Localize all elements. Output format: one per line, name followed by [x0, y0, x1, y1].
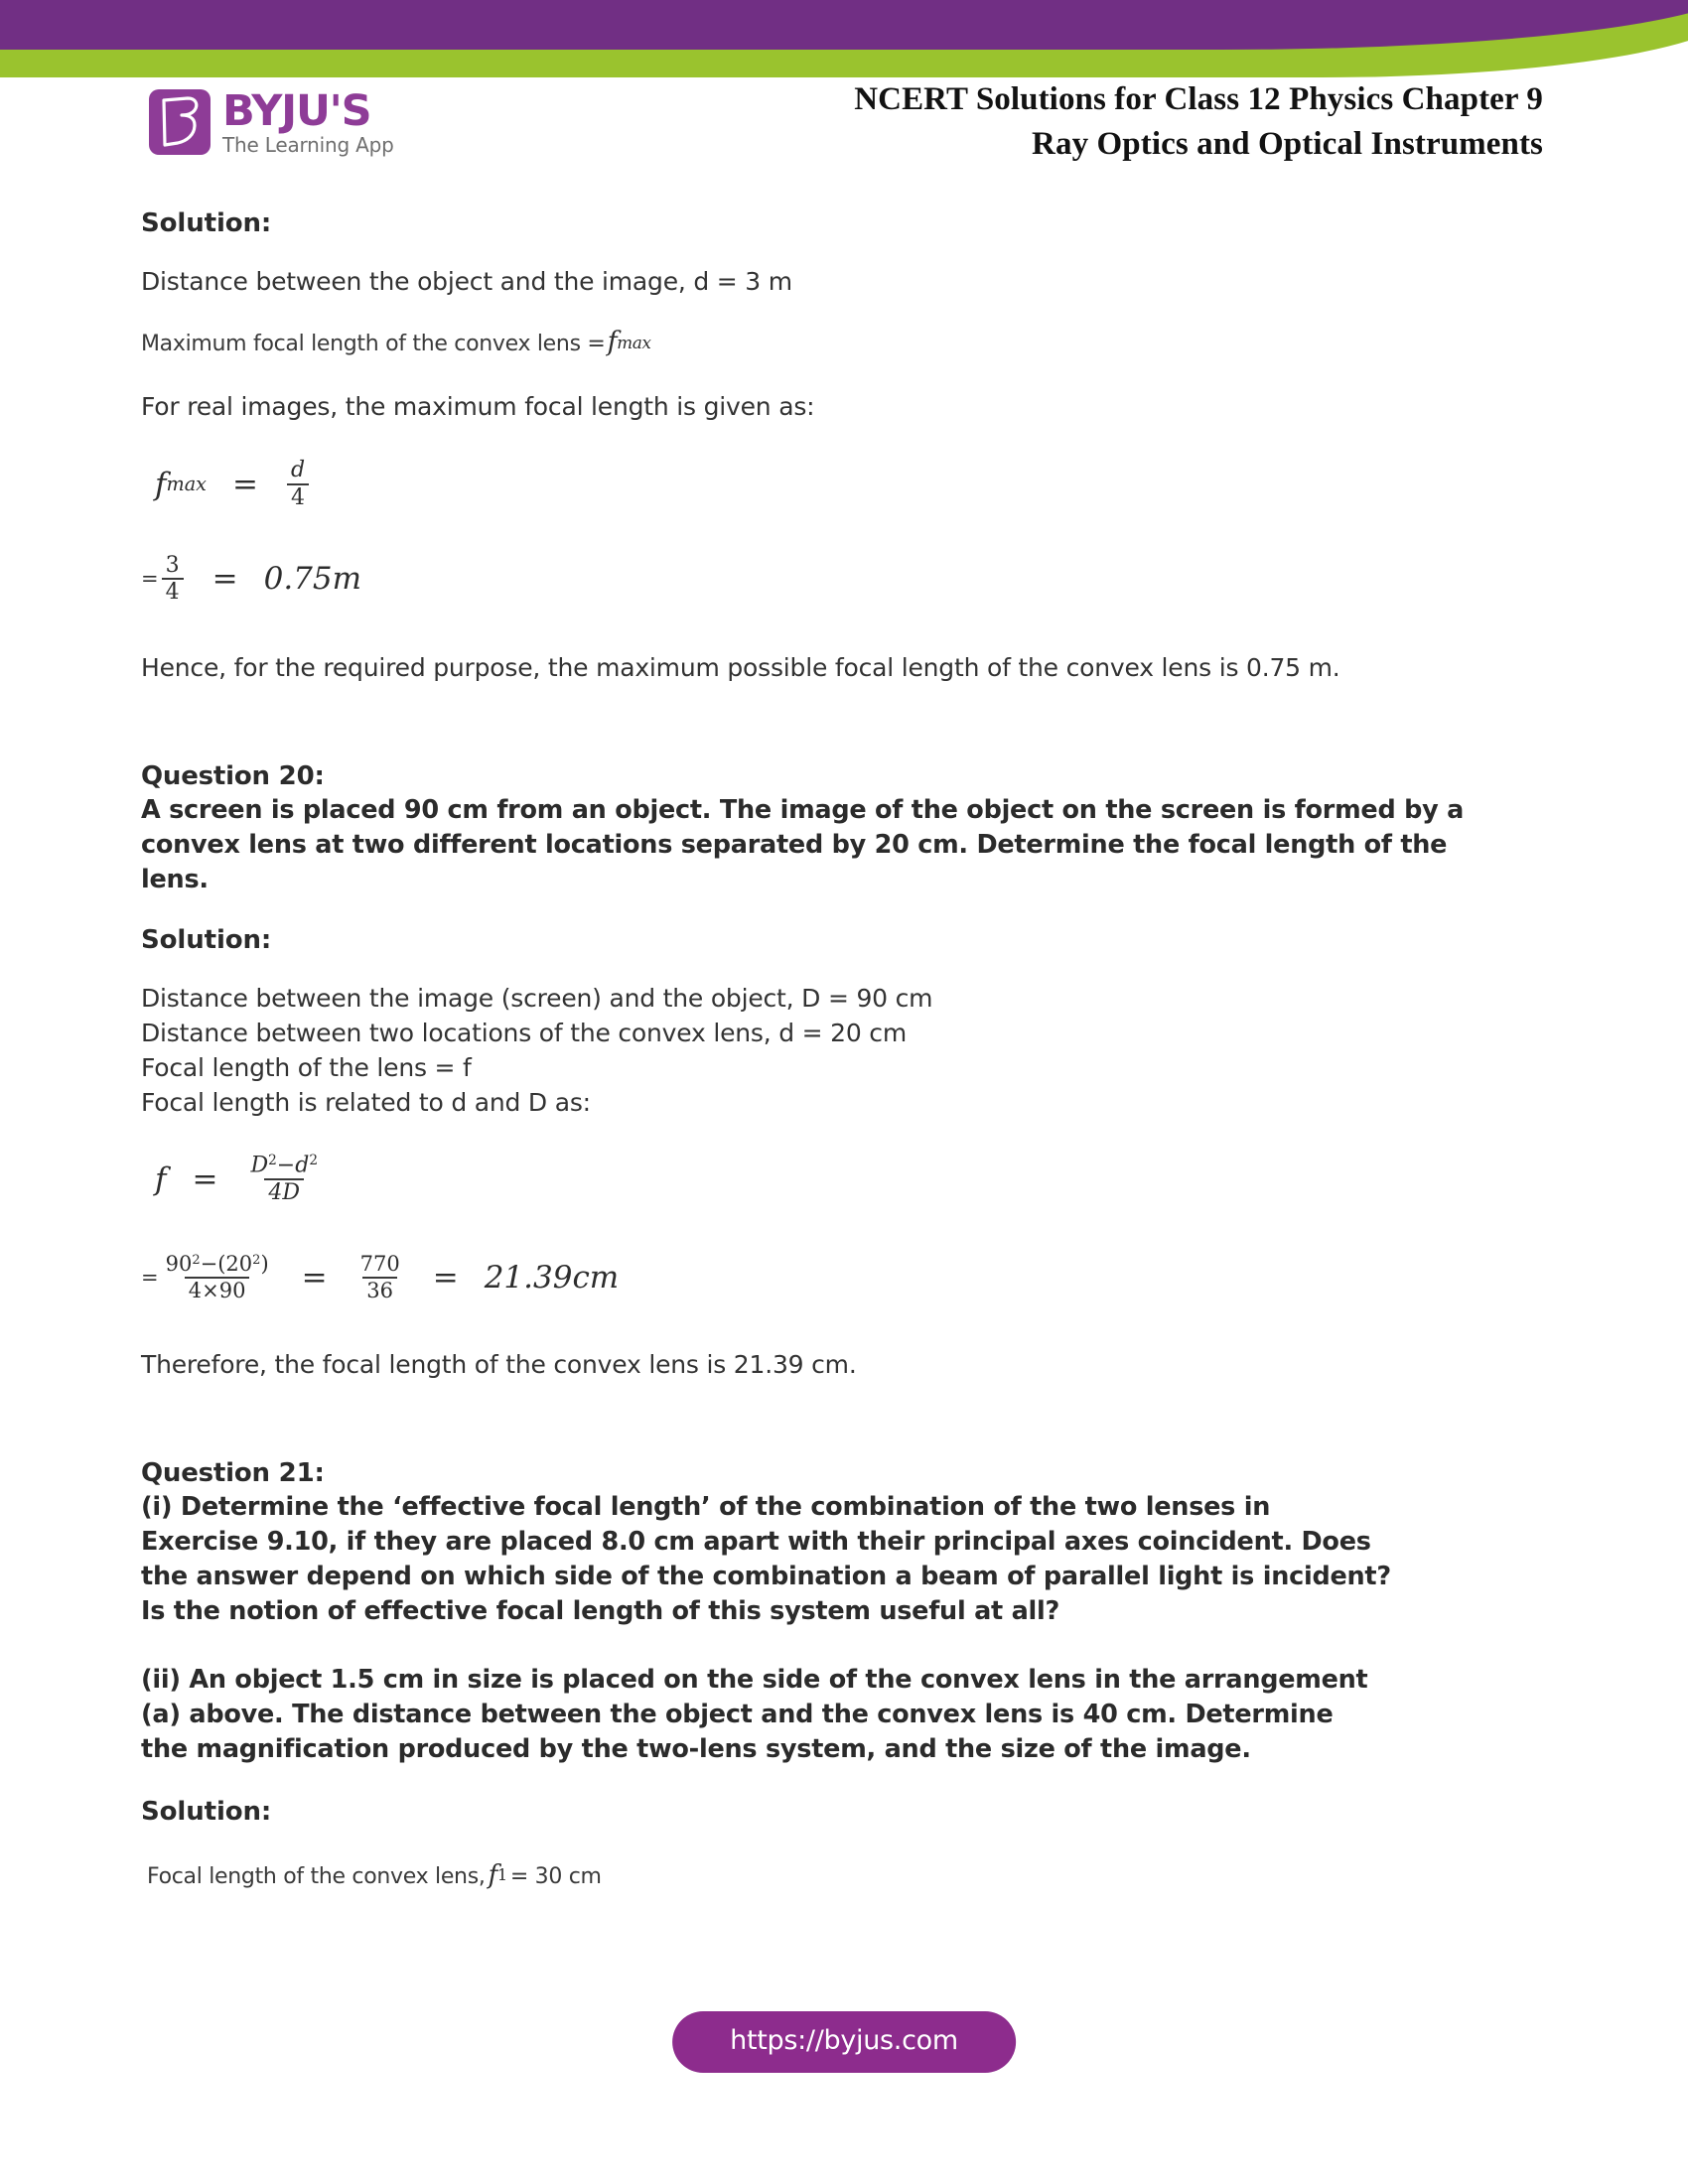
document-title-line-2: Ray Optics and Optical Instruments: [1032, 126, 1543, 162]
byjus-logo: [149, 87, 394, 156]
byjus-url-label: https://byjus.com: [730, 2025, 958, 2056]
question-20-heading: Question 20:: [141, 761, 325, 791]
q20-eq2-num-sup: 2: [192, 1252, 201, 1268]
q20-eq1-num-minus: −: [276, 1153, 296, 1178]
question-20-given-line-3: Focal length of the lens = f: [141, 1053, 472, 1082]
math-f1-sub: 1: [496, 1865, 507, 1885]
q20-eq1-num-D-sup: 2: [268, 1153, 277, 1168]
question-21-part-ii-line-3: the magnification produced by the two-lens system, and the size of the image.: [141, 1734, 1251, 1765]
q20-eq2-num-minus: −: [200, 1252, 218, 1276]
solution-1-line-2: [141, 328, 1551, 359]
solution-1-line-1: Distance between the object and the image, d = 3 m: [141, 267, 792, 296]
document-title: [854, 77, 1543, 167]
q20-eq2-frac2-numerator: 770: [359, 1252, 400, 1276]
q20-eq2-paren-open: (20: [217, 1252, 253, 1276]
solution-1-line-2-text: Maximum focal length of the convex lens =: [141, 332, 606, 356]
q20-eq1-equals: =: [192, 1161, 218, 1197]
equation-fmax-d-over-4: [155, 459, 1551, 510]
q20-eq1-lhs: f: [155, 1161, 167, 1197]
byjus-wordmark: BYJU'S: [222, 86, 371, 136]
eq2-result: 0.75m: [263, 561, 362, 598]
q20-eq1-denominator: 4D: [264, 1178, 304, 1205]
equation-three-fourths-result: [141, 554, 1551, 606]
q20-eq1-num-d-sup: 2: [309, 1153, 318, 1168]
solution-1-fmax-symbol: [608, 328, 651, 357]
eq1-lhs-f: f: [155, 466, 167, 502]
document-title-line-1: NCERT Solutions for Class 12 Physics Chapter 9: [854, 81, 1543, 117]
question-21-given-prefix: Focal length of the convex lens,: [147, 1864, 486, 1890]
byjus-logo-mark-icon: [149, 89, 211, 155]
q20-eq2-paren-close: ): [260, 1252, 269, 1276]
question-21-part-i-line-1: (i) Determine the ‘effective focal length’ of the combination of the two lenses in: [141, 1492, 1271, 1523]
question-21-part-i-line-4: Is the notion of effective focal length of this system useful at all?: [141, 1596, 1060, 1627]
q20-eq2-fraction-2: [356, 1253, 404, 1301]
solution-1-line-3: For real images, the maximum focal length is given as:: [141, 392, 815, 421]
q20-eq2-paren-sup: 2: [252, 1252, 261, 1268]
question-20-conclusion: Therefore, the focal length of the convex lens is 21.39 cm.: [141, 1350, 857, 1380]
byjus-tagline: The Learning App: [222, 133, 394, 157]
question-20-given-line-1: Distance between the image (screen) and the object, D = 90 cm: [141, 984, 933, 1013]
solution-heading-1: Solution:: [141, 208, 272, 238]
q20-eq2-fraction-1: [162, 1253, 273, 1301]
eq1-equals: =: [231, 466, 258, 502]
q20-eq1-numerator: [246, 1154, 322, 1178]
eq2-numerator: 3: [165, 552, 180, 578]
equation-f-evaluated: [141, 1253, 1551, 1301]
question-20-body-line-3: lens.: [141, 865, 209, 894]
q20-eq2-frac2-denominator: 36: [362, 1277, 397, 1302]
equation-f-formula: [155, 1154, 1551, 1205]
math-f: f: [607, 327, 618, 357]
q20-eq1-num-D: D: [250, 1153, 269, 1178]
question-20-given-line-4: Focal length is related to d and D as:: [141, 1088, 591, 1117]
byjus-url-button[interactable]: [672, 2011, 1016, 2073]
eq2-leading-equals: =: [141, 567, 159, 592]
question-21-part-i-line-3: the answer depend on which side of the combination a beam of parallel light is incident?: [141, 1562, 1391, 1592]
question-20-body-line-2: convex lens at two different locations separated by 20 cm. Determine the focal length of the: [141, 830, 1448, 860]
question-21-part-ii-line-1: (ii) An object 1.5 cm in size is placed on the side of the convex lens in the arrangement: [141, 1665, 1368, 1696]
question-20-given-line-2: Distance between two locations of the convex lens, d = 20 cm: [141, 1019, 908, 1047]
q20-eq2-result: 21.39cm: [484, 1259, 620, 1296]
q20-eq2-equals-end: =: [432, 1259, 459, 1296]
q20-eq1-num-d: d: [295, 1153, 310, 1178]
eq1-denominator: 4: [287, 483, 309, 510]
eq2-fraction: [162, 554, 184, 606]
eq1-lhs-sub: max: [166, 473, 207, 496]
question-20-body-line-1: A screen is placed 90 cm from an object. The image of the object on the screen is formed by a: [141, 795, 1465, 825]
eq1-numerator: d: [290, 458, 306, 482]
header-decorative-bands: [0, 0, 1688, 89]
question-21-heading: Question 21:: [141, 1458, 325, 1489]
byjus-logo-text: [222, 87, 394, 156]
q20-eq1-fraction: [246, 1154, 322, 1205]
math-sub-max: max: [617, 333, 651, 352]
solution-heading-21: Solution:: [141, 1797, 272, 1828]
q20-eq2-equals-mid: =: [301, 1259, 328, 1296]
eq2-equals: =: [211, 561, 238, 598]
solution-heading-20: Solution:: [141, 925, 272, 955]
q20-eq2-num-90: 90: [165, 1252, 193, 1276]
q20-eq2-leading-equals: =: [141, 1265, 159, 1290]
q20-eq2-numerator: [162, 1253, 273, 1277]
question-21-part-i-line-2: Exercise 9.10, if they are placed 8.0 cm apart with their principal axes coincident. Does: [141, 1527, 1371, 1558]
document-body: [141, 208, 1551, 1892]
question-21-f1-symbol: [489, 1860, 507, 1890]
eq2-denominator: 4: [162, 578, 184, 605]
question-21-part-ii-line-2: (a) above. The distance between the object and the convex lens is 40 cm. Determine: [141, 1700, 1334, 1730]
q20-eq2-denominator: 4×90: [185, 1277, 250, 1302]
math-f1: f: [488, 1860, 497, 1891]
eq1-fraction: [287, 459, 309, 510]
question-21-given-line: [147, 1860, 1551, 1892]
solution-1-conclusion: Hence, for the required purpose, the maximum possible focal length of the convex lens is 0.75 m.: [141, 653, 1340, 682]
question-21-given-suffix: = 30 cm: [509, 1864, 602, 1890]
